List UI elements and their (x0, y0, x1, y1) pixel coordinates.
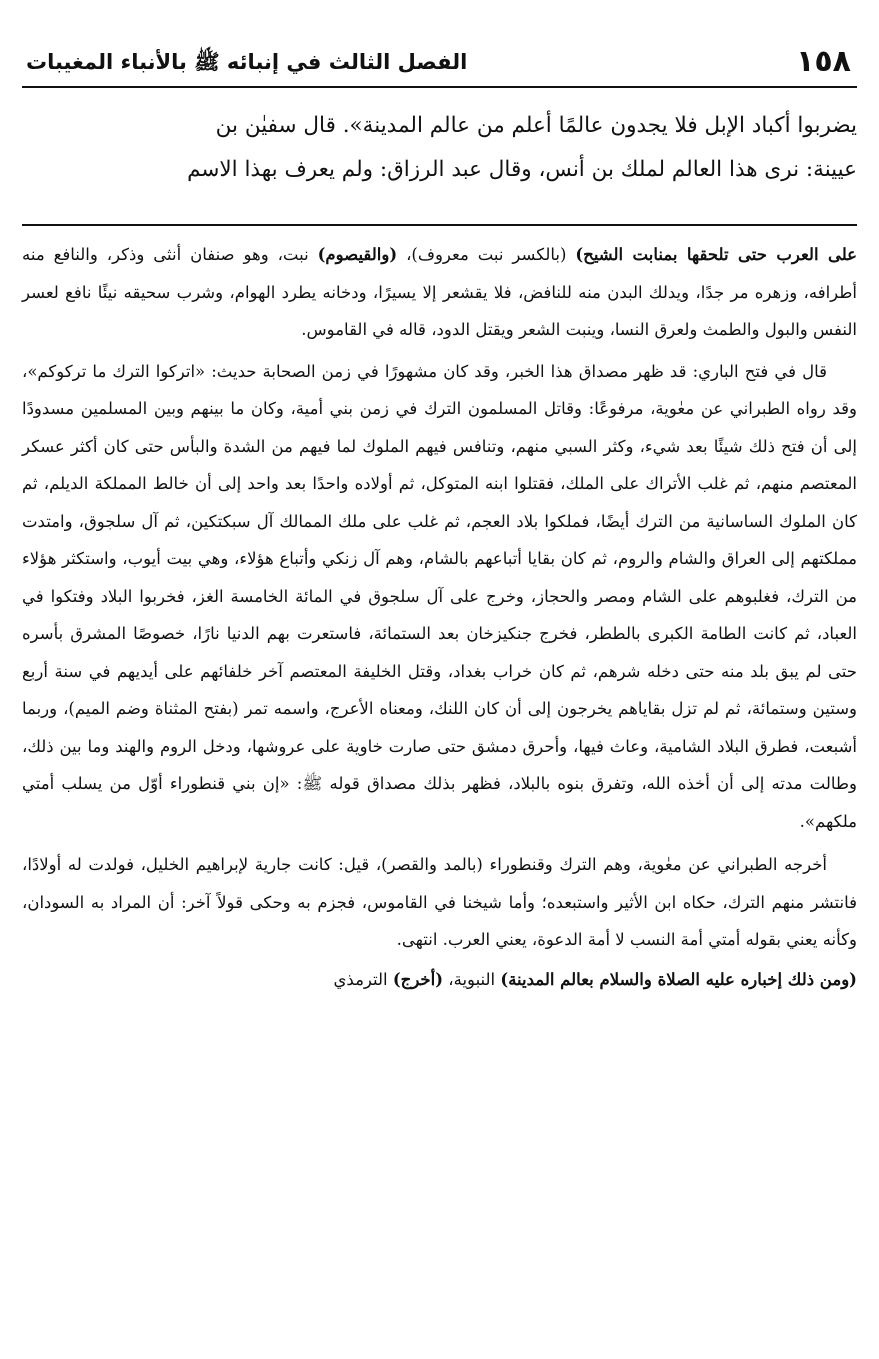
footnotes (22, 236, 857, 998)
footnote-text: النبوية، (443, 969, 501, 989)
footnote-bold-phrase: (أخرج) (392, 969, 444, 989)
running-title: الفصل الثالث في إنبائه ﷺ بالأنباء المغيبات (26, 50, 468, 74)
footnote-text: (بالكسر نبت معروف)، (397, 245, 576, 264)
footnote-text: نبت، وهو صنفان أنثى وذكر، والنافع منه أطرافه، وزهره مر جدًا، ويدلك البدن منه للنافض، فلا يقشعر إلا يسيرًا، ودخانه يطرد الهوام، وشرب سحيقه نيئًا نافع لعسر النفس والبول والطمث ولعرق النسا، وينبت الشعر ويقتل الدود، قاله في القاموس. (22, 245, 857, 339)
footnote-text: الترمذي (333, 969, 393, 989)
main-text-line: يضربوا أكباد الإبل فلا يجدون عالمًا أعلم من عالم المدينة». قال سفيٰن بن (215, 113, 857, 138)
page-header (22, 42, 857, 88)
footnote-bold-phrase: على العرب حتى تلحقها بمنابت الشيح) (575, 245, 858, 264)
footnote-bold-phrase: (ومن ذلك إخباره عليه الصلاة والسلام بعالم المدينة) (500, 969, 857, 989)
footnote-bold-phrase: (والقيصوم) (317, 245, 398, 264)
footnote-paragraph: أخرجه الطبراني عن معٰوية، وهم الترك وقنطوراء (بالمد والقصر)، قيل: كانت جارية لإبراهيم الخليل، فولدت له أولادًا، فانتشر منهم الترك، حكاه ابن الأثير واستبعده؛ وأما شيخنا في القاموس، فجزم به وحكى قولاً آخر: أن المراد به السودان، وكأنه يعني بقوله أمتي أمة النسب لا أمة الدعوة، يعني العرب. انتهى. (22, 855, 857, 949)
footnote-paragraph (22, 961, 857, 999)
footnote-separator (22, 224, 857, 226)
footnote-paragraph: قال في فتح الباري: قد ظهر مصداق هذا الخبر، وقد كان مشهورًا في زمن الصحابة حديث: «اتركوا الترك ما تركوكم»، وقد رواه الطبراني عن معٰوية، مرفوعًا: وقاتل المسلمون الترك في زمن بني أمية، وكان ما بينهم وبين المسلمين مسدودًا إلى أن فتح ذلك شيئًا بعد شيء، وكثر السبي منهم، وتنافس فيهم الملوك لما فيهم من الشدة والبأس حتى كان أكثر عسكر المعتصم منهم، ثم غلب الأتراك على الملك، فقتلوا ابنه المتوكل، ثم أولاده واحدًا بعد واحد إلى أن خالط المملكة الديلم، ثم كان الملوك الساسانية من الترك أيضًا، فملكوا بلاد العجم، ثم غلب على ملك الممالك آل سبكتكين، ثم آل سلجوق، وامتدت مملكتهم إلى العراق والشام والروم، ثم كان بقايا أتباعهم بالشام، وهم آل زنكي وأتباع هؤلاء، وهي بيت أيوب، واستكثر هؤلاء من الترك، فغلبوهم على الشام ومصر والحجاز، وخرج على آل سلجوق في المائة الخامسة الغز، فخربوا البلاد وفتكوا في العباد، ثم كانت الطامة الكبرى بالططر، فخرج جنكيزخان بعد الستمائة، فاستعرت بهم الدنيا نارًا، خصوصًا المشرق بأسره حتى لم يبق بلد منه حتى دخله شرهم، ثم كان خراب بغداد، وقتل الخليفة المعتصم آخر خلفائهم على أيديهم في سنة أربع وستين وستمائة، ثم لم تزل بقاياهم يخرجون إلى أن كان اللنك، ومعناه الأعرج، واسمه تمر (بفتح المثناة وضم الميم)، وربما أشبعت، فطرق البلاد الشامية، وعاث فيها، وأحرق دمشق حتى صارت خاوية على عروشها، ودخل الروم والهند وما بين ذلك، وطالت مدته إلى أن أخذه الله، وتفرق بنوه بالبلاد، فظهر بذلك مصداق قوله ﷺ: «إن بني قنطوراء أوّل من يسلب أمتي ملكهم». (22, 361, 857, 831)
footnote-paragraph (22, 236, 857, 349)
main-text (22, 104, 857, 192)
main-text-line: عيينة: نرى هذا العالم لملك بن أنس، وقال عبد الرزاق: ولم يعرف بهذا الاسم (187, 157, 857, 182)
page-number: ١٥٨ (796, 44, 851, 79)
